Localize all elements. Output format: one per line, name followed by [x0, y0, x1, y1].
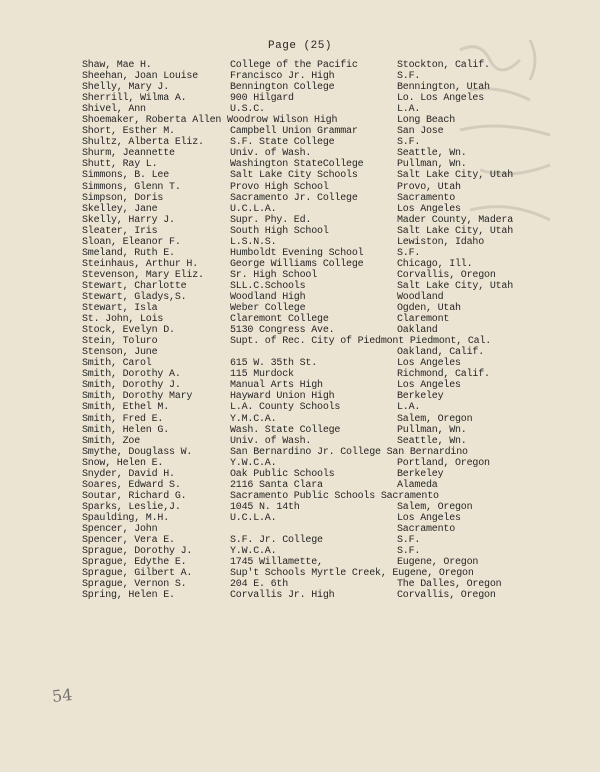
- institution: College of the Pacific: [230, 60, 358, 71]
- person-name: St. John, Lois: [82, 314, 164, 326]
- roster-row: [0, 281, 600, 292]
- institution: Sr. High School: [230, 269, 318, 281]
- roster-row: [0, 93, 600, 104]
- person-name: Snyder, David H.: [82, 468, 175, 480]
- location: Long Beach: [397, 115, 456, 127]
- institution: George Williams College: [230, 258, 364, 270]
- roster-row: [0, 104, 600, 115]
- location: Salem, Oregon: [397, 413, 473, 425]
- institution: L.A. County Schools: [230, 402, 341, 414]
- roster-row: [0, 513, 600, 524]
- roster-row: [0, 303, 600, 314]
- institution: 5130 Congress Ave.: [230, 325, 335, 337]
- roster-row: [0, 557, 600, 568]
- location: Oakland, Calif.: [397, 347, 485, 359]
- roster-row: [0, 347, 600, 358]
- location: L.A.: [397, 402, 421, 414]
- roster-row: [0, 568, 600, 579]
- person-name: Spencer, Vera E.: [82, 535, 175, 547]
- institution: SLL.C.Schools: [230, 280, 306, 292]
- location: Los Angeles: [397, 380, 461, 392]
- roster-row: [0, 170, 600, 181]
- institution: Manual Arts High: [230, 380, 323, 392]
- location: The Dalles, Oregon: [397, 579, 502, 591]
- roster-row: [0, 270, 600, 281]
- institution: 615 W. 35th St.: [230, 358, 318, 370]
- roster-row: [0, 126, 600, 137]
- page-number-header: Page (25): [268, 40, 332, 52]
- person-name: Sprague, Dorothy J.: [82, 546, 193, 558]
- location: Salem, Oregon: [397, 501, 473, 513]
- location: Salt Lake City, Utah: [397, 280, 514, 292]
- roster-row: [0, 391, 600, 402]
- person-name: Sloan, Eleanor F.: [82, 236, 181, 248]
- person-name: Smith, Helen G.: [82, 424, 170, 436]
- roster-row: [0, 215, 600, 226]
- person-name: Spaulding, M.H.: [82, 512, 170, 524]
- location: Portland, Oregon: [397, 457, 490, 469]
- roster-row: [0, 524, 600, 535]
- location: S.F.: [397, 546, 421, 558]
- person-name: Stevenson, Mary Eliz.: [82, 269, 204, 281]
- location: Berkeley: [397, 391, 444, 403]
- person-name: Skelley, Jane: [82, 203, 158, 215]
- institution: 1745 Willamette,: [230, 557, 323, 569]
- roster-row: [0, 237, 600, 248]
- person-name: Sheehan, Joan Louise: [82, 71, 199, 83]
- location: Ogden, Utah: [397, 303, 461, 315]
- roster-row: [0, 480, 600, 491]
- institution: U.C.L.A.: [230, 512, 277, 524]
- roster-row: [0, 226, 600, 237]
- location: Woodland: [397, 291, 444, 303]
- institution: Provo High School: [230, 181, 329, 193]
- person-name: Spencer, John: [82, 523, 158, 535]
- institution: Weber College: [230, 303, 306, 315]
- location: Sacramento: [397, 523, 456, 535]
- institution: S.F. State College: [230, 137, 335, 149]
- location: Lo. Los Angeles: [397, 93, 485, 105]
- person-name: Sprague, Vernon S.: [82, 579, 187, 591]
- institution: San Bernardino Jr. College San Bernardino: [230, 446, 468, 458]
- location: Seattle, Wn.: [397, 435, 467, 447]
- roster-row: [0, 436, 600, 447]
- roster-row: [0, 248, 600, 259]
- institution: Sup't Schools Myrtle Creek, Eugene, Oregon: [230, 568, 474, 580]
- roster-row: [0, 458, 600, 469]
- person-name: Smith, Carol: [82, 358, 152, 370]
- person-name: Stewart, Gladys,S.: [82, 291, 187, 303]
- roster-row: [0, 204, 600, 215]
- roster-row: [0, 148, 600, 159]
- institution: Y.M.C.A.: [230, 413, 277, 425]
- person-name: Smith, Dorothy Mary: [82, 391, 193, 403]
- location: Corvallis, Oregon: [397, 590, 496, 602]
- roster-row: [0, 292, 600, 303]
- institution: Washington StateCollege: [230, 159, 364, 171]
- location: S.F.: [397, 247, 421, 259]
- institution: Bennington College: [230, 82, 335, 94]
- location: Corvallis, Oregon: [397, 269, 496, 281]
- institution: Corvallis Jr. High: [230, 590, 335, 602]
- institution: Claremont College: [230, 314, 329, 326]
- roster-row: [0, 115, 600, 126]
- location: Lewiston, Idaho: [397, 236, 485, 248]
- roster-row: [0, 325, 600, 336]
- person-name: Steinhaus, Arthur H.: [82, 258, 199, 270]
- person-name: Soares, Edward S.: [82, 479, 181, 491]
- roster-row: [0, 182, 600, 193]
- roster-row: [0, 259, 600, 270]
- institution: Humboldt Evening School: [230, 247, 364, 259]
- location: San Jose: [397, 126, 444, 138]
- person-name: Shurm, Jeannette: [82, 148, 175, 160]
- person-name: Soutar, Richard G.: [82, 490, 187, 502]
- institution: 1045 N. 14th: [230, 501, 300, 513]
- location: Chicago, Ill.: [397, 258, 473, 270]
- person-name: Sparks, Leslie,J.: [82, 501, 181, 513]
- roster-row: [0, 425, 600, 436]
- institution: Campbell Union Grammar: [230, 126, 358, 138]
- roster-row: [0, 159, 600, 170]
- person-name: Smythe, Douglass W.: [82, 446, 193, 458]
- institution: 900 Hilgard: [230, 93, 294, 105]
- location: S.F.: [397, 71, 421, 83]
- location: Provo, Utah: [397, 181, 461, 193]
- roster-row: [0, 380, 600, 391]
- person-name: Skelly, Harry J.: [82, 214, 175, 226]
- location: Seattle, Wn.: [397, 148, 467, 160]
- person-name: Spring, Helen E.: [82, 590, 175, 602]
- institution: Francisco Jr. High: [230, 71, 335, 83]
- person-name: Shutt, Ray L.: [82, 159, 158, 171]
- person-name: Stein, Toluro: [82, 336, 158, 348]
- person-name: Shivel, Ann: [82, 104, 146, 116]
- location: Pullman, Wn.: [397, 424, 467, 436]
- roster-row: [0, 535, 600, 546]
- roster-row: [0, 590, 600, 601]
- person-name: Sherrill, Wilma A.: [82, 93, 187, 105]
- roster-row: [0, 336, 600, 347]
- roster-row: [0, 369, 600, 380]
- person-name: Shaw, Mae H.: [82, 60, 152, 71]
- person-name: Stock, Evelyn D.: [82, 325, 175, 337]
- institution: 115 Murdock: [230, 369, 294, 381]
- roster-row: [0, 579, 600, 590]
- location: S.F.: [397, 137, 421, 149]
- roster-row: [0, 137, 600, 148]
- location: Los Angeles: [397, 512, 461, 524]
- institution: Salt Lake City Schools: [230, 170, 358, 182]
- location: Claremont: [397, 314, 450, 326]
- institution: Woodland High: [230, 291, 306, 303]
- roster-list: [0, 60, 600, 601]
- institution: Hayward Union High: [230, 391, 335, 403]
- institution: Univ. of Wash.: [230, 435, 312, 447]
- person-name: Simmons, B. Lee: [82, 170, 170, 182]
- location: Pullman, Wn.: [397, 159, 467, 171]
- institution: Y.W.C.A.: [230, 546, 277, 558]
- institution: Sacramento Public Schools Sacramento: [230, 490, 439, 502]
- institution: U.S.C.: [230, 104, 265, 116]
- location: Los Angeles: [397, 358, 461, 370]
- person-name: Smith, Zoe: [82, 435, 141, 447]
- person-name: Smeland, Ruth E.: [82, 247, 175, 259]
- person-name: Shoemaker, Roberta Allen Woodrow Wilson High: [82, 115, 338, 127]
- location: L.A.: [397, 104, 421, 116]
- location: Mader County, Madera: [397, 214, 514, 226]
- roster-row: [0, 491, 600, 502]
- institution: South High School: [230, 225, 329, 237]
- person-name: Stenson, June: [82, 347, 158, 359]
- institution: Y.W.C.A.: [230, 457, 277, 469]
- roster-row: [0, 193, 600, 204]
- location: S.F.: [397, 535, 421, 547]
- person-name: Smith, Dorothy J.: [82, 380, 181, 392]
- roster-row: [0, 60, 600, 71]
- location: Alameda: [397, 479, 438, 491]
- person-name: Smith, Dorothy A.: [82, 369, 181, 381]
- location: Salt Lake City, Utah: [397, 225, 514, 237]
- person-name: Sleater, Iris: [82, 225, 158, 237]
- person-name: Short, Esther M.: [82, 126, 175, 138]
- institution: Supt. of Rec. City of Piedmont Piedmont, Cal.: [230, 336, 492, 348]
- roster-row: [0, 447, 600, 458]
- person-name: Shelly, Mary J.: [82, 82, 170, 94]
- location: Bennington, Utah: [397, 82, 490, 94]
- handwritten-margin-note: 54: [51, 684, 74, 707]
- location: Berkeley: [397, 468, 444, 480]
- institution: Univ. of Wash.: [230, 148, 312, 160]
- location: Sacramento: [397, 192, 456, 204]
- roster-row: [0, 469, 600, 480]
- person-name: Stewart, Isla: [82, 303, 158, 315]
- roster-row: [0, 71, 600, 82]
- institution: Oak Public Schools: [230, 468, 335, 480]
- roster-row: [0, 546, 600, 557]
- institution: S.F. Jr. College: [230, 535, 323, 547]
- person-name: Stewart, Charlotte: [82, 280, 187, 292]
- person-name: Simpson, Doris: [82, 192, 164, 204]
- person-name: Shultz, Alberta Eliz.: [82, 137, 204, 149]
- institution: 204 E. 6th: [230, 579, 289, 591]
- institution: Sacramento Jr. College: [230, 192, 358, 204]
- institution: L.S.N.S.: [230, 236, 277, 248]
- location: Eugene, Oregon: [397, 557, 479, 569]
- location: Stockton, Calif.: [397, 60, 490, 71]
- location: Los Angeles: [397, 203, 461, 215]
- person-name: Snow, Helen E.: [82, 457, 164, 469]
- roster-row: [0, 82, 600, 93]
- roster-row: [0, 314, 600, 325]
- location: Richmond, Calif.: [397, 369, 490, 381]
- institution: U.C.L.A.: [230, 203, 277, 215]
- person-name: Sprague, Edythe E.: [82, 557, 187, 569]
- location: Salt Lake City, Utah: [397, 170, 514, 182]
- roster-row: [0, 414, 600, 425]
- location: Oakland: [397, 325, 438, 337]
- institution: Wash. State College: [230, 424, 341, 436]
- person-name: Sprague, Gilbert A.: [82, 568, 193, 580]
- roster-row: [0, 502, 600, 513]
- person-name: Simmons, Glenn T.: [82, 181, 181, 193]
- roster-row: [0, 358, 600, 369]
- person-name: Smith, Ethel M.: [82, 402, 170, 414]
- roster-row: [0, 402, 600, 413]
- institution: 2116 Santa Clara: [230, 479, 323, 491]
- institution: Supr. Phy. Ed.: [230, 214, 312, 226]
- person-name: Smith, Fred E.: [82, 413, 164, 425]
